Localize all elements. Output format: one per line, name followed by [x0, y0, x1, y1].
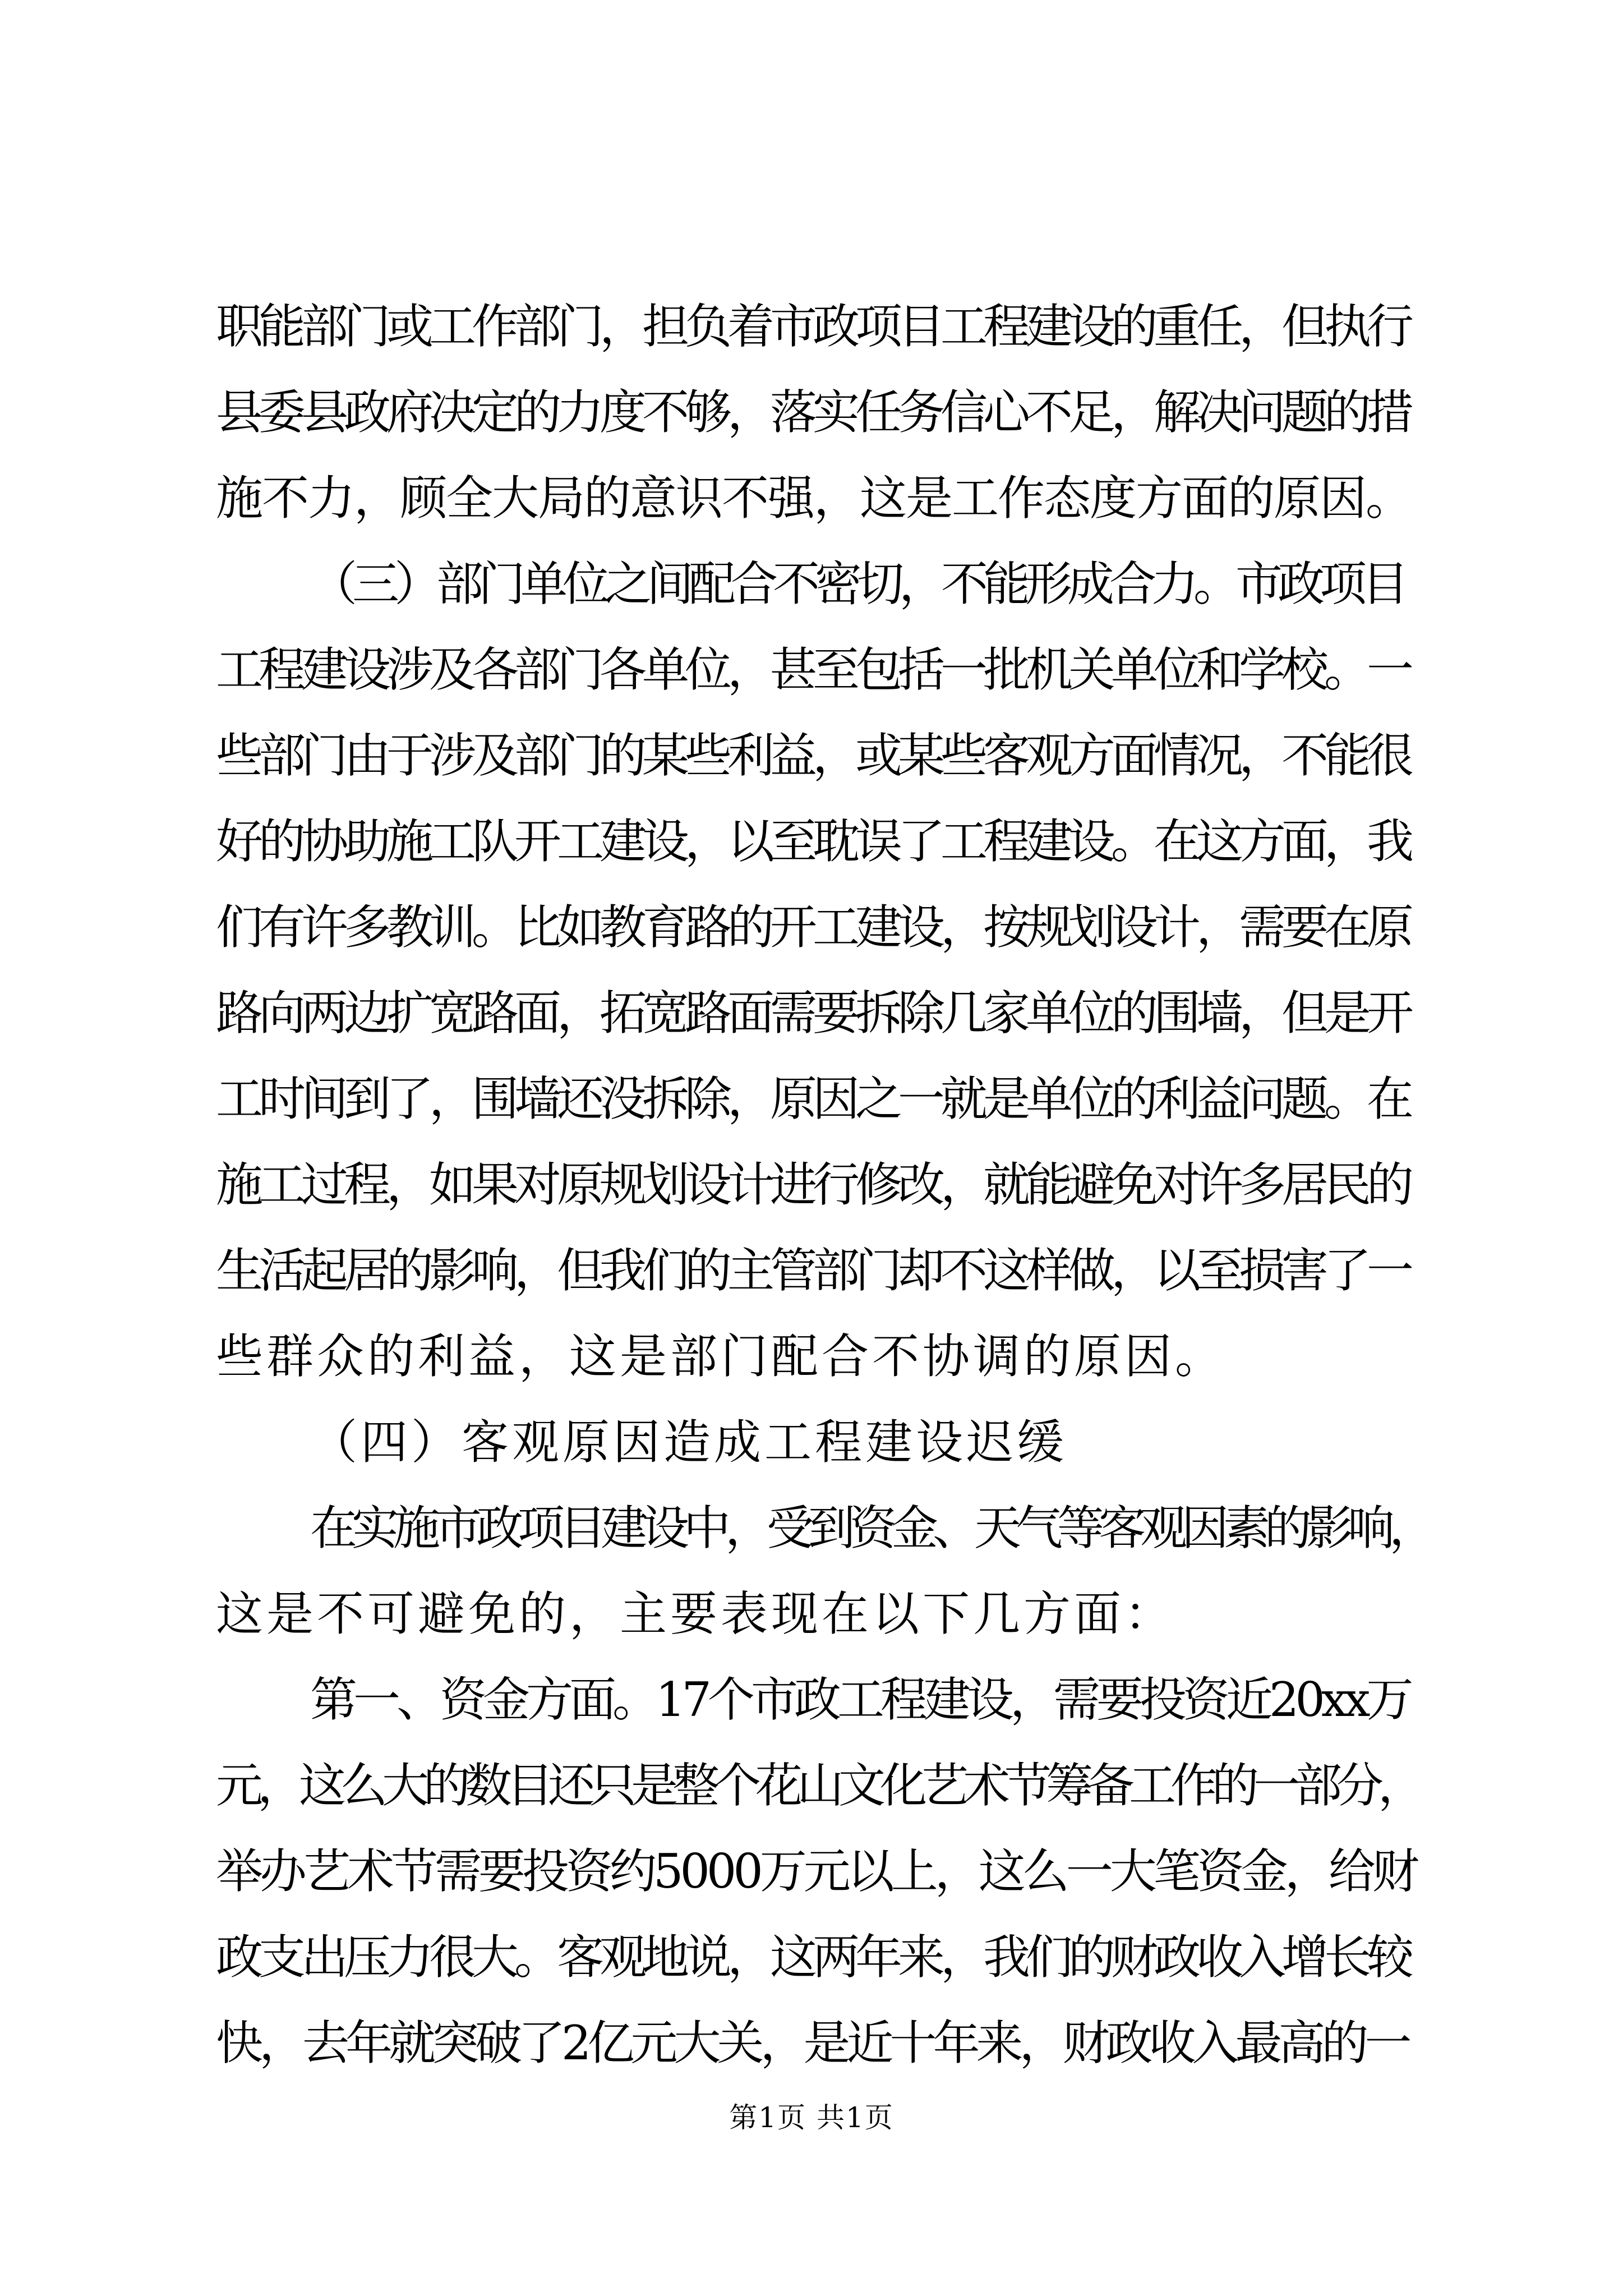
text-line: 职能部门或工作部门，担负着市政项目工程建设的重任，但执行 [216, 299, 1410, 354]
section-heading-4: （四）客观原因造成工程建设迟缓 [310, 1415, 1068, 1470]
text-line: 县委县政府决定的力度不够，落实任务信心不足，解决问题的措 [216, 385, 1410, 440]
text-line: 些群众的利益，这是部门配合不协调的原因。 [216, 1329, 1226, 1384]
text-line: 工程建设涉及各部门各单位，甚至包括一批机关单位和学校。一 [216, 642, 1410, 697]
text-line: 路向两边扩宽路面，拓宽路面需要拆除几家单位的围墙，但是开 [216, 986, 1410, 1041]
text-line: 这是不可避免的，主要表现在以下几方面： [216, 1586, 1175, 1641]
text-line: 工时间到了，围墙还没拆除，原因之一就是单位的利益问题。在 [216, 1071, 1410, 1126]
text-line: 好的协助施工队开工建设，以至耽误了工程建设。在这方面，我 [216, 814, 1410, 869]
paragraph-start: 在实施市政项目建设中，受到资金、天气等客观因素的影响， [310, 1501, 1431, 1556]
text-line: 们有许多教训。比如教育路的开工建设，按规划设计，需要在原 [216, 900, 1410, 955]
paragraph-start: 第一、资金方面。17个市政工程建设，需要投资近20xx万 [310, 1672, 1410, 1727]
text-line: 快，去年就突破了2亿元大关，是近十年来，财政收入最高的一 [216, 2016, 1408, 2070]
text-line: 举办艺术节需要投资约5000万元以上，这么一大笔资金，给财 [216, 1844, 1416, 1899]
page-footer: 第1页 共1页 [729, 2101, 894, 2134]
text-line: 施工过程，如果对原规划设计进行修改，就能避免对许多居民的 [216, 1157, 1410, 1212]
text-line: 生活起居的影响，但我们的主管部门却不这样做，以至损害了一 [216, 1243, 1410, 1298]
text-line: 施不力，顾全大局的意识不强，这是工作态度方面的原因。 [216, 471, 1412, 526]
text-line: 政支出压力很大。客观地说，这两年来，我们的财政收入增长较 [216, 1930, 1410, 1985]
section-heading-3: （三）部门单位之间配合不密切，不能形成合力。市政项目 [310, 556, 1404, 611]
text-line: 些部门由于涉及部门的某些利益，或某些客观方面情况，不能很 [216, 728, 1410, 783]
text-line: 元，这么大的数目还只是整个花山文化艺术节筹备工作的一部分， [216, 1758, 1420, 1813]
